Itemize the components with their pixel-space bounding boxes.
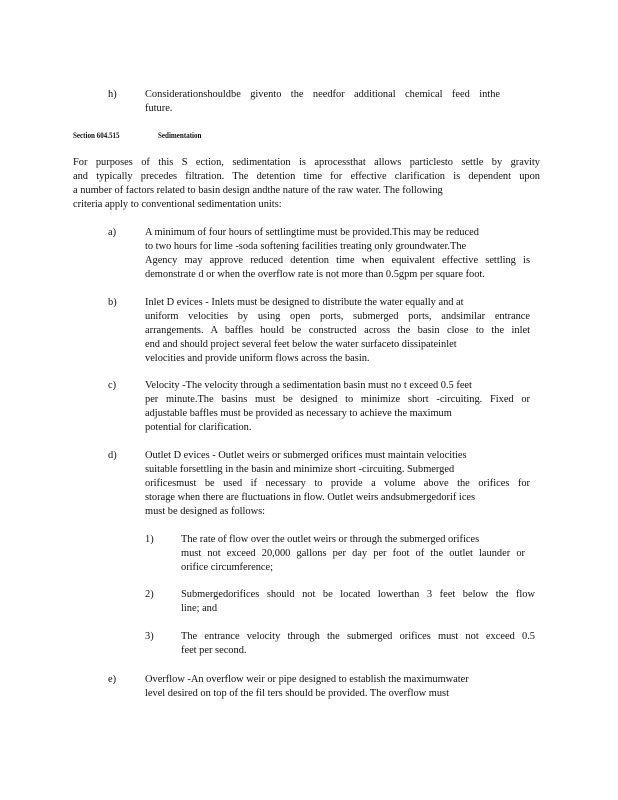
item-e-label: e)	[108, 674, 117, 685]
text-line: Overflow -An overflow weir or pipe designed to establish the maximumwater	[145, 674, 469, 685]
text-line: uniform velocities by using open ports, submerged ports, andsimilar entrance	[145, 311, 530, 322]
text-line: Agency may approve reduced detention time when equivalent effective settling is	[145, 255, 530, 266]
text-line: A minimum of four hours of settlingtime must be provided.This may be reduced	[145, 227, 479, 238]
text-line: criteria apply to conventional sedimentation units:	[73, 199, 282, 210]
text-line: a number of factors related to basin design andthe nature of the raw water. The following	[73, 185, 443, 196]
subitem-1-text	[181, 533, 525, 575]
text-line: demonstrate d or when the overflow rate is not more than 0.5gpm per square foot.	[145, 269, 485, 280]
item-b-text	[145, 296, 530, 366]
text-line: must be designed as follows:	[145, 506, 266, 517]
item-a-label: a)	[108, 227, 117, 238]
item-h-label: h)	[108, 89, 117, 100]
item-d-label: d)	[108, 450, 117, 461]
text-line: velocities and provide uniform flows across the basin.	[145, 353, 370, 364]
text-line: adjustable baffles must be provided as necessary to achieve the maximum	[145, 408, 452, 419]
text-line: orifice circumference;	[181, 562, 274, 573]
text-line: Submergedorifices should not be located lowerthan 3 feet below the flow	[181, 589, 535, 600]
subitem-2-text	[181, 588, 535, 616]
section-number: Section 604.515	[73, 130, 120, 140]
text-line: orificesmust be used if necessary to provide a volume above the orifices for	[145, 478, 530, 489]
text-line: Inlet D evices - Inlets must be designed to distribute the water equally and at	[145, 297, 464, 308]
text-line: Velocity -The velocity through a sedimentation basin must no t exceed 0.5 feet	[145, 380, 472, 391]
item-b-label: b)	[108, 297, 117, 308]
text-line: potential for clarification.	[145, 422, 252, 433]
text-line: feet per second.	[181, 645, 247, 656]
text-line: end and should project several feet below the water surfaceto dissipateinlet	[145, 339, 457, 350]
text-line: The entrance velocity through the submerged orifices must not exceed 0.5	[181, 631, 535, 642]
intro-paragraph	[73, 156, 540, 212]
item-c-label: c)	[108, 380, 117, 391]
subitem-1-label: 1)	[145, 534, 154, 545]
text-line: The rate of flow over the outlet weirs or through the submerged orifices	[181, 534, 480, 545]
text-line: to two hours for lime -soda softening facilities treating only groundwater.The	[145, 241, 467, 252]
subitem-3-label: 3)	[145, 631, 154, 642]
subitem-3-text	[181, 630, 535, 658]
item-c-text	[145, 379, 530, 435]
text-line: line; and	[181, 603, 218, 614]
text-line: suitable forsettling in the basin and minimize short -circuiting. Submerged	[145, 464, 455, 475]
text-line: future.	[145, 103, 173, 114]
text-line: must not exceed 20,000 gallons per day per foot of the outlet launder or	[181, 548, 525, 559]
item-d-text	[145, 449, 530, 519]
text-line: arrangements. A baffles hould be constructed across the basin close to the inlet	[145, 325, 530, 336]
text-line: storage when there are fluctuations in flow. Outlet weirs andsubmergedorif ices	[145, 492, 476, 503]
subitem-2-label: 2)	[145, 589, 154, 600]
text-line: For purposes of this S ection, sedimentation is aprocessthat allows particlesto settle by gravity	[73, 157, 540, 168]
item-e-text	[145, 673, 530, 701]
text-line: Considerationshouldbe givento the needfor additional chemical feed inthe	[145, 89, 500, 100]
text-line: per minute.The basins must be designed to minimize short -circuiting. Fixed or	[145, 394, 530, 405]
item-a-text	[145, 226, 530, 282]
item-h-text	[145, 88, 500, 116]
text-line: level desired on top of the fil ters should be provided. The overflow must	[145, 688, 449, 699]
text-line: and typically precedes filtration. The detention time for effective clarification is dependent upon	[73, 171, 540, 182]
text-line: Outlet D evices - Outlet weirs or submerged orifices must maintain velocities	[145, 450, 467, 461]
section-title: Sedimentation	[158, 130, 202, 140]
